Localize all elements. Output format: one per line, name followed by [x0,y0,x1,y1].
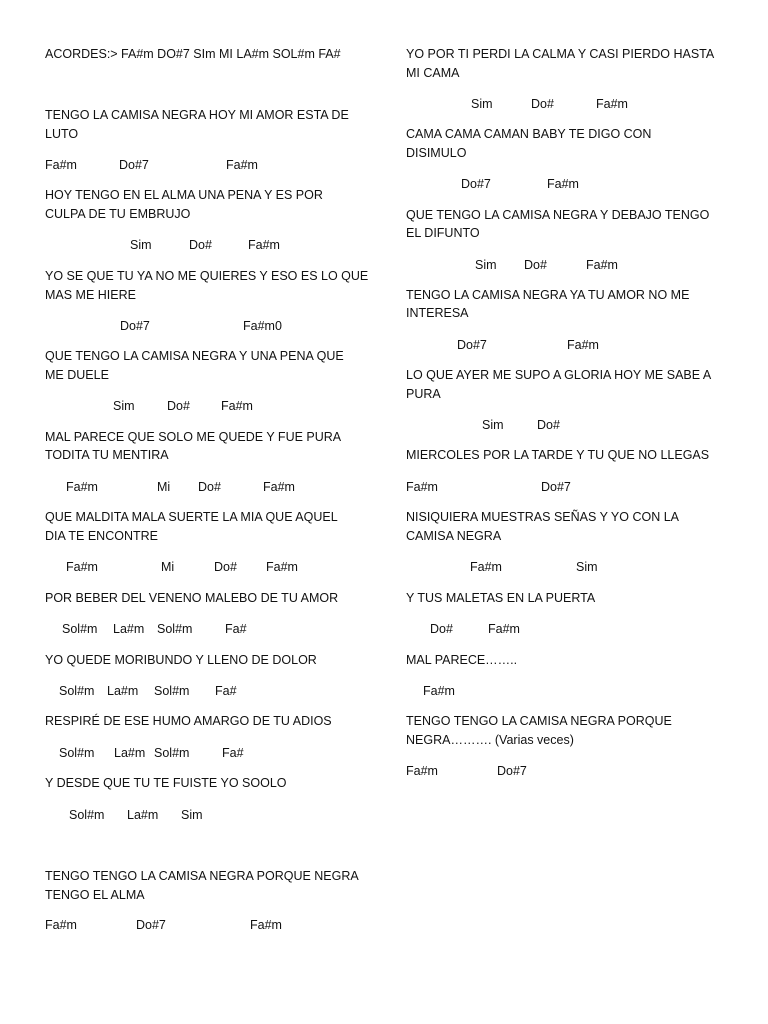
lyric-line: YO QUEDE MORIBUNDO Y LLENO DE DOLOR [45,653,317,667]
chord: Do#7 [119,158,149,172]
lyric-line: CAMISA NEGRA [406,529,502,543]
chord: Sim [113,399,135,413]
chord: Do# [189,238,212,252]
lyric-line: LO QUE AYER ME SUPO A GLORIA HOY ME SABE A [406,368,712,382]
lyric-line: TENGO LA CAMISA NEGRA HOY MI AMOR ESTA DE [45,108,349,122]
chord: Fa#m [66,480,98,494]
lyric-line: MI CAMA [406,66,460,80]
lyric-line: TENGO TENGO LA CAMISA NEGRA PORQUE [406,714,672,728]
chord: Sim [130,238,152,252]
chord: Fa#m [221,399,253,413]
chord: La#m [107,684,139,698]
chord: Fa#m [586,258,618,272]
chord: Sim [482,418,504,432]
lyric-line: TENGO TENGO LA CAMISA NEGRA PORQUE NEGRA [45,869,359,883]
lyric-line: POR BEBER DEL VENENO MALEBO DE TU AMOR [45,591,339,605]
chord: Fa#m [596,97,628,111]
chord: Mi [157,480,171,494]
lyric-line: NEGRA………. (Varias veces) [406,733,574,747]
lyric-line: MIERCOLES POR LA TARDE Y TU QUE NO LLEGAS [406,448,710,462]
chord: Mi [161,560,175,574]
chord: Fa#m [250,918,282,932]
lyric-line: Y DESDE QUE TU TE FUISTE YO SOOLO [45,776,287,790]
lyric-line: QUE TENGO LA CAMISA NEGRA Y UNA PENA QUE [45,349,344,363]
chord: Do# [524,258,547,272]
lyric-line: LUTO [45,127,79,141]
lyric-line: DISIMULO [406,146,467,160]
chord: Fa#m [45,918,77,932]
chord: Fa#m [488,622,520,636]
chord: Fa#m [266,560,298,574]
chord: Do#7 [120,319,150,333]
lyric-line: HOY TENGO EN EL ALMA UNA PENA Y ES POR [45,188,323,202]
lyric-line: RESPIRÉ DE ESE HUMO AMARGO DE TU ADIOS [45,714,332,728]
chord: Fa#m0 [243,319,282,333]
chord: Do#7 [461,177,491,191]
chord: Do# [430,622,453,636]
chord: Do# [531,97,554,111]
lyric-line: TENGO LA CAMISA NEGRA YA TU AMOR NO ME [406,288,690,302]
lyric-line: PURA [406,387,441,401]
chord: Fa#m [226,158,258,172]
chord: Sim [475,258,497,272]
lyric-line: QUE MALDITA MALA SUERTE LA MIA QUE AQUEL [45,510,338,524]
lyric-line: CAMA CAMA CAMAN BABY TE DIGO CON [406,127,652,141]
lyric-line: Y TUS MALETAS EN LA PUERTA [406,591,596,605]
chord: Fa#m [470,560,502,574]
chord: La#m [113,622,145,636]
chord: Sim [471,97,493,111]
chord: Do# [198,480,221,494]
chord-line [406,762,527,834]
chord-line [45,916,282,1006]
lyric-line: TODITA TU MENTIRA [45,448,169,462]
lyric-line: ME DUELE [45,368,109,382]
lyric-line: MAL PARECE…….. [406,653,518,667]
lyric-line: DIA TE ENCONTRE [45,529,158,543]
chord: Fa#m [406,480,438,494]
chord: Fa# [225,622,247,636]
lyric-line: QUE TENGO LA CAMISA NEGRA Y DEBAJO TENGO [406,208,710,222]
lyric-line: MAL PARECE QUE SOLO ME QUEDE Y FUE PURA [45,430,342,444]
chord: Do#7 [497,764,527,778]
chord: Fa#m [406,764,438,778]
lyric-line: NISIQUIERA MUESTRAS SEÑAS Y YO CON LA [406,510,679,524]
chord: Fa#m [423,684,455,698]
chord: Fa#m [45,158,77,172]
lyric-line: TENGO EL ALMA [45,888,145,902]
chord: Do# [167,399,190,413]
chord: Fa#m [567,338,599,352]
chord: Fa#m [263,480,295,494]
lyric-line: EL DIFUNTO [406,226,480,240]
chord: Sol#m [62,622,98,636]
chord: Fa# [222,746,244,760]
chords-header: ACORDES:> FA#m DO#7 SIm MI LA#m SOL#m FA# [45,47,341,61]
chord: La#m [127,808,159,822]
chord: Sol#m [59,684,95,698]
lyric-line: MAS ME HIERE [45,288,136,302]
chord: Fa#m [547,177,579,191]
chord: Do# [537,418,560,432]
lyric-line: YO POR TI PERDI LA CALMA Y CASI PIERDO HASTA [406,47,715,61]
chord: Fa#m [66,560,98,574]
chord: La#m [114,746,146,760]
chord: Sol#m [69,808,105,822]
chord: Sol#m [154,684,190,698]
lyric-line: CULPA DE TU EMBRUJO [45,207,191,221]
chord: Do#7 [136,918,166,932]
chord: Sol#m [59,746,95,760]
lyric-line: YO SE QUE TU YA NO ME QUIERES Y ESO ES LO QUE [45,269,369,283]
chord: Sim [576,560,598,574]
chord: Do# [214,560,237,574]
chord: Do#7 [541,480,571,494]
chord: Fa# [215,684,237,698]
chord: Fa#m [248,238,280,252]
chord: Sol#m [154,746,190,760]
chord: Do#7 [457,338,487,352]
chord: Sol#m [157,622,193,636]
lyric-line: INTERESA [406,306,469,320]
chord: Sim [181,808,203,822]
